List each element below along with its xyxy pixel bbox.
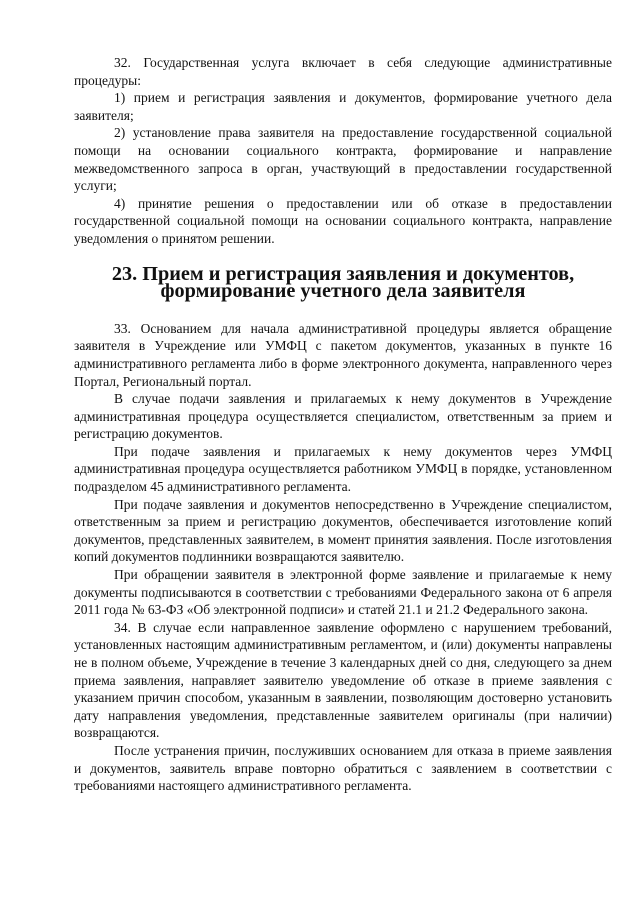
section-heading: 23. Прием и регистрация заявления и документов, формирование учетного дела заявителя (111, 262, 575, 303)
list-item: 4) принятие решения о предоставлении или об отказе в предоставлении государственной социальной помощи на основании социального контракта, направление уведомления о принятом решении. (74, 195, 612, 246)
paragraph: 34. В случае если направленное заявление оформлено с нарушением требований, установленных настоящим административным регламентом, и (или) документы направлены не в полном объеме, Учреждение в течение 3 календарных дней со дня, следующего за днем приема заявления, направляет заявителю уведомление об отказе в приеме заявления с указанием причин способом, указанным в заявлении, позволяющим достоверно установить дату направления уведомления, представленные заявителем оригиналы (при наличии) возвращаются. (74, 619, 612, 741)
paragraph: При обращении заявителя в электронной форме заявление и прилагаемые к нему документы подписываются в соответствии с требованиями Федерального закона от 6 апреля 2011 года № 63-ФЗ «Об электронной подписи» и статей 21.1 и 21.2 Федерального закона. (74, 567, 612, 618)
paragraph: При подаче заявления и документов непосредственно в Учреждение специалистом, ответственным за прием и регистрацию документов, обеспечивается изготовление копий документов, представленных заявителем, в момент принятия заявления. После изготовления копий документов подлинники возвращаются заявителю. (74, 496, 612, 565)
list-item: 2) установление права заявителя на предоставление государственной социальной помощи на основании социального контракта, формирование и направление межведомственного запроса в орган, участвующий в предоставлении государственной услуги; (74, 125, 612, 194)
paragraph: После устранения причин, послуживших основанием для отказа в приеме заявления и документов, заявитель вправе повторно обратиться с заявлением в соответствии с требованиями настоящего административного регламента. (74, 742, 612, 794)
document-page (74, 54, 612, 795)
paragraph: 33. Основанием для начала административной процедуры является обращение заявителя в Учреждение или УМФЦ с пакетом документов, указанных в пункте 16 административного регламента либо в форме электронного документа, направленного через Портал, Региональный портал. (74, 320, 612, 389)
list-intro: 32. Государственная услуга включает в себя следующие административные процедуры: (74, 55, 612, 88)
paragraph: В случае подачи заявления и прилагаемых к нему документов в Учреждение административная процедура осуществляется специалистом, ответственным за прием и регистрацию документов. (74, 391, 612, 442)
list-item: 1) прием и регистрация заявления и документов, формирование учетного дела заявителя; (74, 90, 612, 123)
paragraph: При подаче заявления и прилагаемых к нему документов через УМФЦ административная процедура осуществляется работником УМФЦ в порядке, установленном подразделом 45 административного регламента. (74, 443, 612, 495)
